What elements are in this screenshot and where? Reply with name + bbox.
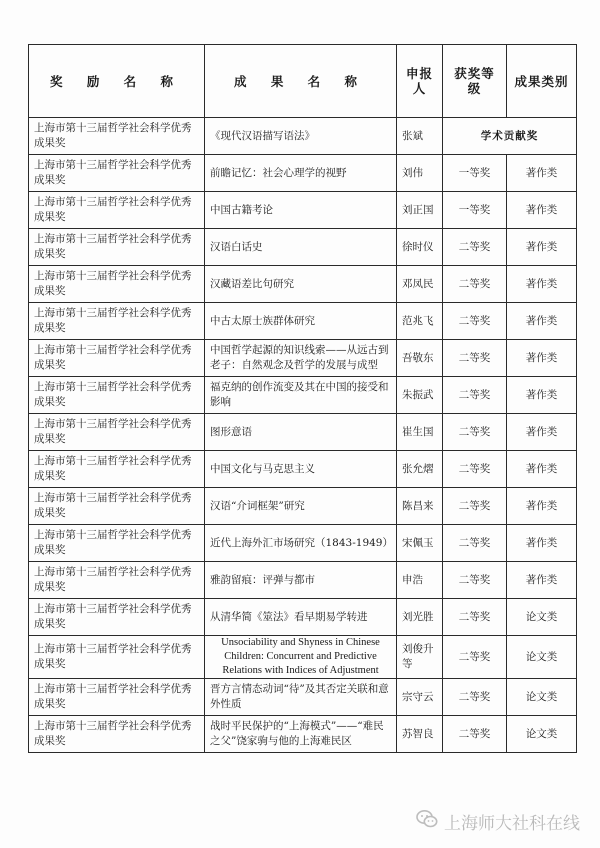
grade-cell: 一等奖 [443, 192, 507, 229]
applicant-cell: 刘俊升等 [397, 636, 443, 679]
grade-cell: 二等奖 [443, 340, 507, 377]
project-title-cell: 中国文化与马克思主义 [205, 451, 397, 488]
applicant-cell: 徐时仪 [397, 229, 443, 266]
grade-cell: 二等奖 [443, 266, 507, 303]
applicant-cell: 张斌 [397, 118, 443, 155]
header-grade: 获奖等级 [443, 45, 507, 118]
award-name-cell: 上海市第十三届哲学社会科学优秀成果奖 [29, 716, 205, 753]
awards-table [28, 44, 577, 753]
applicant-cell: 吾敬东 [397, 340, 443, 377]
category-cell: 著作类 [507, 266, 577, 303]
award-name-cell: 上海市第十三届哲学社会科学优秀成果奖 [29, 679, 205, 716]
table-row [29, 679, 577, 716]
category-cell: 论文类 [507, 599, 577, 636]
project-title-cell: 汉语“介词框架”研究 [205, 488, 397, 525]
award-name-cell: 上海市第十三届哲学社会科学优秀成果奖 [29, 636, 205, 679]
table-row [29, 155, 577, 192]
project-title-cell: 中国古籍考论 [205, 192, 397, 229]
applicant-cell: 宋佩玉 [397, 525, 443, 562]
applicant-cell: 宗守云 [397, 679, 443, 716]
project-title-cell: 《现代汉语描写语法》 [205, 118, 397, 155]
award-name-cell: 上海市第十三届哲学社会科学优秀成果奖 [29, 488, 205, 525]
grade-cell: 二等奖 [443, 488, 507, 525]
project-title-cell: 中国哲学起源的知识线索——从远古到老子：自然观念及哲学的发展与成型 [205, 340, 397, 377]
applicant-cell: 申浩 [397, 562, 443, 599]
project-title-cell: Unsociability and Shyness in Chinese Children: Concurrent and Predictive Relations with Indices of Adjustment [205, 636, 397, 679]
category-cell: 著作类 [507, 451, 577, 488]
award-name-cell: 上海市第十三届哲学社会科学优秀成果奖 [29, 118, 205, 155]
category-cell: 著作类 [507, 562, 577, 599]
table-row [29, 377, 577, 414]
award-name-cell: 上海市第十三届哲学社会科学优秀成果奖 [29, 192, 205, 229]
applicant-cell: 邓凤民 [397, 266, 443, 303]
award-name-cell: 上海市第十三届哲学社会科学优秀成果奖 [29, 266, 205, 303]
grade-cell: 一等奖 [443, 155, 507, 192]
grade-cell: 二等奖 [443, 636, 507, 679]
project-title-cell: 图形意语 [205, 414, 397, 451]
project-title-cell: 中古太原士族群体研究 [205, 303, 397, 340]
applicant-cell: 朱振武 [397, 377, 443, 414]
award-name-cell: 上海市第十三届哲学社会科学优秀成果奖 [29, 414, 205, 451]
watermark [416, 809, 580, 834]
table-row [29, 451, 577, 488]
grade-cell: 二等奖 [443, 562, 507, 599]
category-cell: 著作类 [507, 414, 577, 451]
header-category: 成果类别 [507, 45, 577, 118]
applicant-cell: 苏智良 [397, 716, 443, 753]
grade-cell: 二等奖 [443, 679, 507, 716]
award-name-cell: 上海市第十三届哲学社会科学优秀成果奖 [29, 562, 205, 599]
applicant-cell: 刘光胜 [397, 599, 443, 636]
wechat-icon [416, 809, 438, 834]
project-title-cell: 战时平民保护的“上海模式”——“难民之父”饶家驹与他的上海难民区 [205, 716, 397, 753]
grade-cell: 二等奖 [443, 377, 507, 414]
grade-cell: 二等奖 [443, 229, 507, 266]
table-row [29, 562, 577, 599]
project-title-cell: 前瞻记忆：社会心理学的视野 [205, 155, 397, 192]
table-row [29, 340, 577, 377]
category-cell: 论文类 [507, 679, 577, 716]
header-project-name: 成 果 名 称 [205, 45, 397, 118]
table-row [29, 599, 577, 636]
project-title-cell: 晋方言情态动词“待”及其否定关联和意外性质 [205, 679, 397, 716]
category-cell: 著作类 [507, 229, 577, 266]
grade-cell: 二等奖 [443, 451, 507, 488]
award-name-cell: 上海市第十三届哲学社会科学优秀成果奖 [29, 303, 205, 340]
project-title-cell: 从清华简《筮法》看早期易学转进 [205, 599, 397, 636]
merged-award-cell: 学术贡献奖 [443, 118, 577, 155]
award-name-cell: 上海市第十三届哲学社会科学优秀成果奖 [29, 229, 205, 266]
project-title-cell: 汉语白话史 [205, 229, 397, 266]
award-name-cell: 上海市第十三届哲学社会科学优秀成果奖 [29, 525, 205, 562]
applicant-cell: 崔生国 [397, 414, 443, 451]
table-row [29, 229, 577, 266]
category-cell: 著作类 [507, 525, 577, 562]
award-name-cell: 上海市第十三届哲学社会科学优秀成果奖 [29, 599, 205, 636]
grade-cell: 二等奖 [443, 525, 507, 562]
table-body [29, 118, 577, 753]
table-row [29, 414, 577, 451]
watermark-text: 上海师大社科在线 [444, 814, 580, 834]
category-cell: 著作类 [507, 377, 577, 414]
table-row [29, 525, 577, 562]
table-row [29, 303, 577, 340]
applicant-cell: 刘正国 [397, 192, 443, 229]
category-cell: 著作类 [507, 192, 577, 229]
category-cell: 著作类 [507, 488, 577, 525]
applicant-cell: 刘伟 [397, 155, 443, 192]
table-header-row [29, 45, 577, 118]
grade-cell: 二等奖 [443, 414, 507, 451]
award-name-cell: 上海市第十三届哲学社会科学优秀成果奖 [29, 377, 205, 414]
award-name-cell: 上海市第十三届哲学社会科学优秀成果奖 [29, 340, 205, 377]
award-name-cell: 上海市第十三届哲学社会科学优秀成果奖 [29, 451, 205, 488]
award-name-cell: 上海市第十三届哲学社会科学优秀成果奖 [29, 155, 205, 192]
table-row [29, 636, 577, 679]
table-row [29, 118, 577, 155]
project-title-cell: 汉藏语差比句研究 [205, 266, 397, 303]
category-cell: 著作类 [507, 340, 577, 377]
project-title-cell: 近代上海外汇市场研究（1843-1949） [205, 525, 397, 562]
project-title-cell: 雅韵留痕：评弹与都市 [205, 562, 397, 599]
category-cell: 著作类 [507, 155, 577, 192]
applicant-cell: 范兆飞 [397, 303, 443, 340]
table-row [29, 488, 577, 525]
table-row [29, 192, 577, 229]
table-row [29, 266, 577, 303]
grade-cell: 二等奖 [443, 303, 507, 340]
category-cell: 论文类 [507, 636, 577, 679]
project-title-cell: 福克纳的创作流变及其在中国的接受和影响 [205, 377, 397, 414]
header-award-name: 奖 励 名 称 [29, 45, 205, 118]
grade-cell: 二等奖 [443, 716, 507, 753]
category-cell: 著作类 [507, 303, 577, 340]
applicant-cell: 张允熠 [397, 451, 443, 488]
category-cell: 论文类 [507, 716, 577, 753]
table-row [29, 716, 577, 753]
grade-cell: 二等奖 [443, 599, 507, 636]
header-applicant: 申报人 [397, 45, 443, 118]
applicant-cell: 陈昌来 [397, 488, 443, 525]
